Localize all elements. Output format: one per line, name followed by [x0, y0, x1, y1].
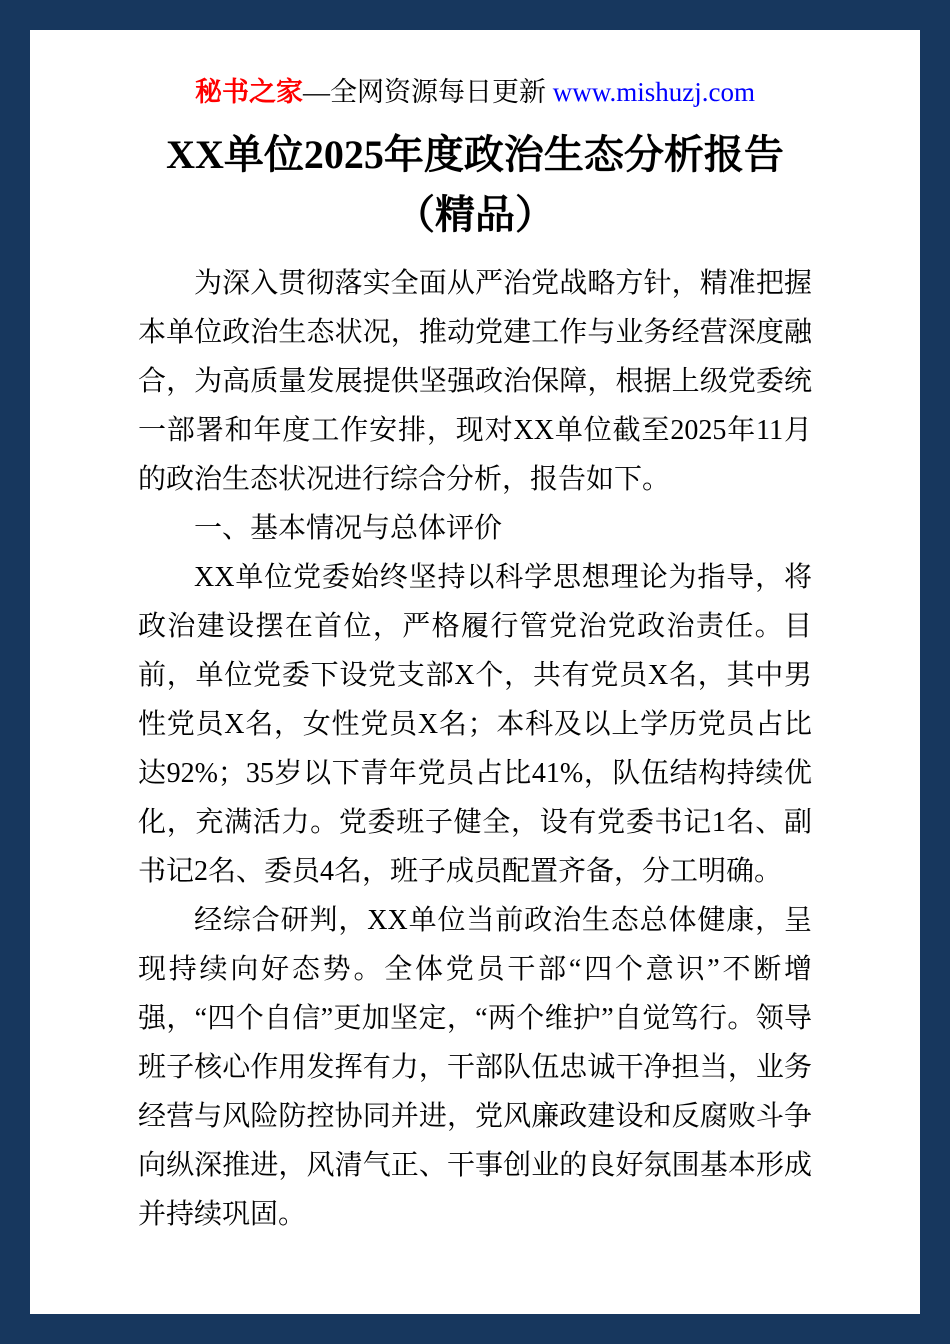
section-heading: 一、基本情况与总体评价 [194, 513, 503, 544]
paragraph: 为深入贯彻落实全面从严治党战略方针，精准把握本单位政治生态状况，推动党建工作与业务经营深度融合，为高质量发展提供坚强政治保障，根据上级党委统一部署和年度工作安排，现对XX单位截至2025年11月的政治生态状况进行综合分析，报告如下。 [138, 268, 812, 495]
document-page [30, 30, 920, 1314]
paragraph: 经综合研判，XX单位当前政治生态总体健康，呈现持续向好态势。全体党员干部“四个意识”不断增强，“四个自信”更加坚定，“两个维护”自觉笃行。领导班子核心作用发挥有力，干部队伍忠诚干净担当，业务经营与风险防控协同并进，党风廉政建设和反腐败斗争向纵深推进，风清气正、干事创业的良好氛围基本形成并持续巩固。 [138, 905, 812, 1230]
site-brand: 秘书之家 [195, 77, 303, 107]
document-title: XX单位2025年度政治生态分析报告（精品） [166, 132, 784, 237]
paragraph: XX单位党委始终坚持以科学思想理论为指导，将政治建设摆在首位，严格履行管党治党政治责任。目前，单位党委下设党支部X个，共有党员X名，其中男性党员X名，女性党员X名；本科及以上学历党员占比达92%；35岁以下青年党员占比41%，队伍结构持续优化，充满活力。党委班子健全，设有党委书记1名、副书记2名、委员4名，班子成员配置齐备，分工明确。 [138, 562, 812, 887]
site-url-link[interactable]: www.mishuzj.com [552, 77, 755, 107]
document-header [138, 75, 812, 109]
document-body [138, 259, 812, 1239]
site-tagline: —全网资源每日更新 [303, 77, 553, 107]
